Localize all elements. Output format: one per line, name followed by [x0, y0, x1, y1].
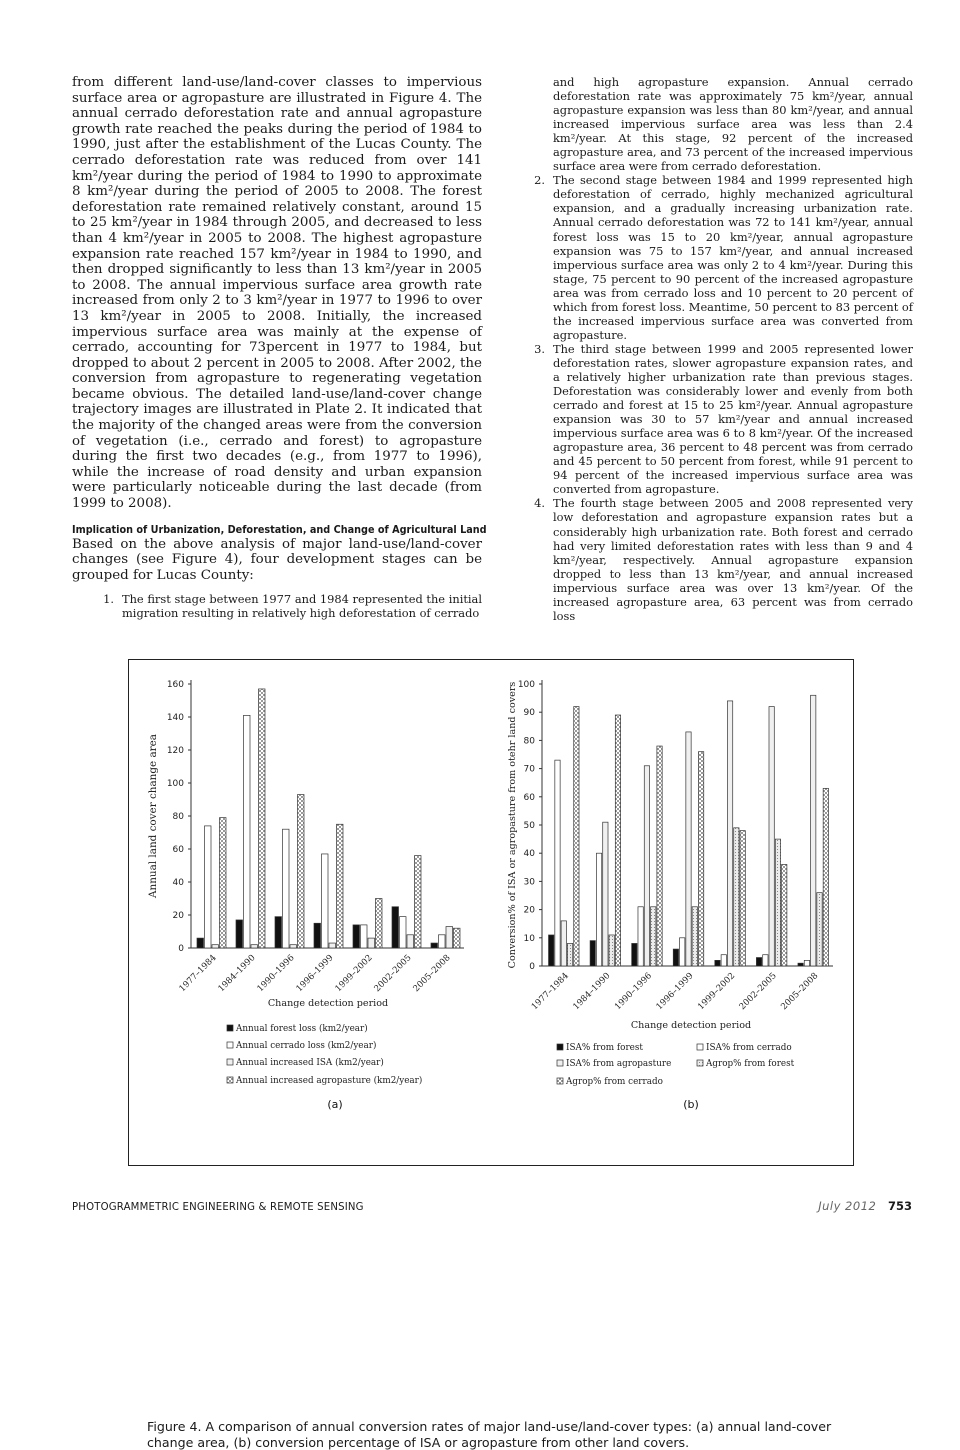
bar: [275, 917, 282, 948]
y-tick-label: 100: [166, 779, 184, 789]
list-item-continued: [527, 75, 913, 173]
legend-swatch: [227, 1042, 233, 1048]
y-axis-title: Conversion% of ISA or agropasture from otehr land covers: [507, 681, 518, 969]
y-tick-label: 160: [166, 680, 184, 690]
y-tick-label: 40: [172, 878, 184, 888]
bar: [775, 839, 780, 966]
y-tick-label: 140: [166, 713, 184, 723]
bar: [804, 960, 809, 966]
bar: [431, 943, 438, 948]
bar: [283, 829, 290, 948]
bar: [353, 925, 360, 948]
bar: [632, 943, 637, 966]
bar: [322, 854, 329, 948]
bar: [638, 907, 643, 966]
y-tick-label: 60: [172, 845, 184, 855]
bar: [212, 945, 219, 948]
bar: [205, 826, 212, 948]
bar: [298, 795, 305, 948]
legend-item: ISA% from forest: [566, 1043, 643, 1053]
bar: [290, 945, 297, 948]
bar: [644, 766, 649, 966]
x-tick-label: 1984–1990: [571, 971, 613, 1013]
bar: [392, 907, 399, 948]
x-tick-label: 1977–1984: [529, 971, 571, 1013]
left-column: [72, 75, 487, 621]
body-paragraph: Based on the above analysis of major land-use/land-cover changes (see Figure 4), four development stages can be grouped for Lucas County:: [72, 536, 482, 583]
legend-swatch: [557, 1044, 563, 1050]
bar: [721, 955, 726, 966]
legend-item: ISA% from cerrado: [706, 1043, 792, 1053]
legend-swatch: [697, 1060, 703, 1066]
legend-item: ISA% from agropasture: [566, 1059, 672, 1069]
bar: [615, 715, 620, 966]
x-tick-label: 1996–1999: [294, 953, 336, 995]
list-number: 4.: [534, 496, 545, 511]
y-tick-label: 50: [523, 821, 535, 831]
x-tick-label: 2005–2008: [779, 971, 821, 1013]
bar: [407, 935, 414, 948]
figure-caption: Figure 4. A comparison of annual conversion rates of major land-use/land-cover types: (a) annual land-cover change area, (b) conversion percentage of ISA or agropasture from other land covers.: [147, 1419, 832, 1450]
y-tick-label: 100: [517, 680, 535, 690]
legend-item: Annual cerrado loss (km2/year): [236, 1041, 377, 1051]
y-tick-label: 10: [523, 933, 535, 944]
bar: [314, 923, 321, 948]
legend-item: Agrop% from cerrado: [566, 1077, 663, 1087]
y-tick-label: 60: [523, 792, 535, 803]
x-tick-label: 2005–2008: [411, 953, 453, 995]
list-number: 1.: [103, 592, 114, 607]
bar: [817, 893, 822, 966]
bar: [439, 935, 446, 948]
y-tick-label: 120: [166, 746, 184, 756]
issue-date: July 2012: [818, 1199, 877, 1213]
bar: [400, 917, 407, 948]
bar: [549, 935, 554, 966]
journal-name: PHOTOGRAMMETRIC ENGINEERING & REMOTE SENSING: [72, 1200, 364, 1213]
bar: [727, 701, 732, 966]
bar: [680, 938, 685, 966]
y-tick-label: 80: [523, 736, 535, 747]
bar: [361, 925, 368, 948]
bar: [368, 938, 375, 948]
bar: [698, 752, 703, 966]
x-tick-label: 1977–1984: [177, 953, 219, 995]
bar: [454, 928, 461, 948]
x-tick-label: 1990–1996: [255, 953, 297, 995]
bar: [555, 760, 560, 966]
x-tick-label: 2002–2005: [372, 953, 414, 995]
x-tick-label: 1984–1990: [216, 953, 258, 995]
y-tick-label: 90: [523, 708, 535, 719]
bar: [692, 907, 697, 966]
legend-item: Annual increased ISA (km2/year): [236, 1058, 384, 1068]
legend-swatch: [697, 1044, 703, 1050]
bar: [657, 746, 662, 966]
y-tick-label: 20: [172, 911, 184, 921]
bar: [673, 949, 678, 966]
list-text: The third stage between 1999 and 2005 represented lower deforestation rates, slower agropasture expansion rates, and a relatively higher urbanization rate than previous stages. Deforestation was considerably lower and evenly from both cerrado and forest at 15 to 25 km²/year. Annual agropasture expansion was 30 to 57 km²/year and annual increased impervious surface area was 6 to 8 km²/year. Of the increased agropasture area, 36 percent to 48 percent was from cerrado and 45 percent to 50 percent from forest, while 91 percent to 94 percent of the increased impervious surface area was converted from agropasture.: [553, 341, 913, 497]
page-footer: [818, 1199, 912, 1213]
list-item: [527, 342, 913, 497]
right-column: [527, 75, 913, 623]
x-tick-label: 1990–1996: [613, 971, 655, 1013]
bar: [811, 695, 816, 966]
y-tick-label: 70: [523, 764, 535, 775]
y-tick-label: 40: [523, 849, 535, 860]
list-number: 3.: [534, 341, 545, 356]
page-number: 753: [887, 1199, 912, 1213]
panel-label: (b): [683, 1098, 699, 1111]
bar: [376, 899, 383, 949]
bar: [329, 943, 336, 948]
bar: [734, 828, 739, 966]
legend-swatch: [227, 1059, 233, 1065]
bar: [763, 955, 768, 966]
legend-item: Agrop% from forest: [706, 1059, 795, 1069]
legend-swatch: [557, 1078, 563, 1084]
bar: [756, 958, 761, 966]
stage-list: [96, 592, 482, 620]
y-tick-label: 0: [178, 944, 184, 954]
bar: [244, 715, 251, 948]
list-text: The second stage between 1984 and 1999 represented high deforestation of cerrado, highly mechanized agricultural expansion, and a gradually increasing urbanization rate. Annual cerrado deforestation was 72 to 141 km²/year, annual forest loss was 15 to 20 km²/year, annual agropasture expansion was 75 to 157 km²/year, and annual increased impervious surface area was only 2 to 4 km²/year. During this stage, 75 percent to 90 percent of the increased agropasture area was from cerrado loss and 10 percent to 20 percent of which from forest loss. Meantime, 50 percent to 83 percent of the increased impervious surface area was converted from agropasture.: [553, 173, 913, 342]
bar: [769, 707, 774, 966]
x-tick-label: 2002–2005: [737, 971, 779, 1013]
figure-charts: [129, 660, 853, 1165]
bar: [197, 938, 204, 948]
body-paragraph: from different land-use/land-cover classes to impervious surface area or agropasture are illustrated in Figure 4. The annual cerrado deforestation rate and annual agropasture growth rate reached the peaks during the period of 1984 to 1990, just after the establishment of the Lucas County. The cerrado deforestation rate was reduced from over 141 km²/year during the period of 1984 to 1990 to approximate 8 km²/year during the period of 2005 to 2008. The forest deforestation rate remained relatively constant, around 15 to 25 km²/year in 1984 through 2005, and decreased to less than 4 km²/year in 2005 to 2008. The highest agropasture expansion rate reached 157 km²/year in 1984 to 1990, and then dropped significantly to less than 13 km²/year in 2005 to 2008. The annual impervious surface area growth rate increased from only 2 to 3 km²/year in 1977 to 1996 to over 13 km²/year in 2005 to 2008. Initially, the increased impervious surface area was mainly at the expense of cerrado, accounting for 73percent in 1977 to 1984, but dropped to about 2 percent in 2005 to 2008. After 2002, the conversion from agropasture to regenerating vegetation became obvious. The detailed land-use/land-cover change trajectory images are illustrated in Plate 2. It indicated that the majority of the changed areas were from the conversion of vegetation (i.e., cerrado and forest) to agropasture during the first two decades (e.g., from 1977 to 1996), while the increase of road density and urban expansion were particularly noticeable during the last decade (from 1999 to 2008).: [72, 75, 482, 512]
bar: [337, 824, 344, 948]
section-heading: Implication of Urbanization, Deforestation, and Change of Agricultural Land: [72, 522, 487, 536]
stage-list: [527, 173, 913, 623]
panel-label: (a): [327, 1098, 343, 1111]
list-item: [527, 496, 913, 622]
bar: [561, 921, 566, 966]
bar: [603, 822, 608, 966]
list-text: The fourth stage between 2005 and 2008 represented very low deforestation and agropasture expansion rates but a considerably high urbanization rate. Both forest and cerrado had very limited deforestation rates with less than 9 and 4 km²/year, respectively. Annual agropasture expansion dropped to less than 13 km²/year, and annual increased impervious surface area was over 13 km²/year. Of the increased agropasture area, 63 percent was from cerrado loss: [553, 496, 913, 623]
x-tick-label: 1999–2002: [696, 971, 738, 1013]
legend-swatch: [557, 1060, 563, 1066]
legend-item: Annual increased agropasture (km2/year): [236, 1076, 423, 1086]
y-tick-label: 30: [523, 877, 535, 888]
x-axis-title: Change detection period: [267, 998, 389, 1009]
bar: [446, 927, 453, 948]
bar: [567, 943, 572, 966]
x-tick-label: 1996–1999: [654, 971, 696, 1013]
bar: [259, 689, 266, 948]
legend-swatch: [227, 1077, 233, 1083]
y-axis-title: Annual land cover change area: [147, 734, 159, 898]
x-tick-label: 1999–2002: [333, 953, 375, 995]
bar: [782, 864, 787, 966]
y-tick-label: 80: [172, 812, 184, 822]
bar: [236, 920, 243, 948]
list-item: [527, 173, 913, 342]
list-text: The first stage between 1977 and 1984 represented the initial migration resulting in relatively high deforestation of cerrado: [122, 592, 482, 621]
bar: [251, 945, 258, 948]
bar: [715, 960, 720, 966]
y-tick-label: 0: [529, 962, 535, 972]
bar: [609, 935, 614, 966]
legend-swatch: [227, 1025, 233, 1031]
list-number: 2.: [534, 173, 545, 188]
x-axis-title: Change detection period: [630, 1020, 752, 1031]
bar: [740, 831, 745, 966]
y-tick-label: 20: [523, 905, 535, 916]
bar: [415, 856, 422, 948]
bar: [590, 941, 595, 966]
list-item: [96, 592, 482, 620]
bar: [686, 732, 691, 966]
bar: [823, 788, 828, 966]
bar: [574, 707, 579, 966]
bar: [651, 907, 656, 966]
list-text: and high agropasture expansion. Annual cerrado deforestation rate was approximately 75 km²/year, annual agropasture expansion was less than 80 km²/year, and annual increased impervious surface area was less than 2.4 km²/year. At this stage, 92 percent of the increased agropasture area, and 73 percent of the increased impervious surface area were from cerrado deforestation.: [553, 75, 913, 174]
bar: [596, 853, 601, 966]
legend-item: Annual forest loss (km2/year): [236, 1024, 368, 1034]
bar: [220, 818, 227, 948]
bar: [798, 963, 803, 966]
